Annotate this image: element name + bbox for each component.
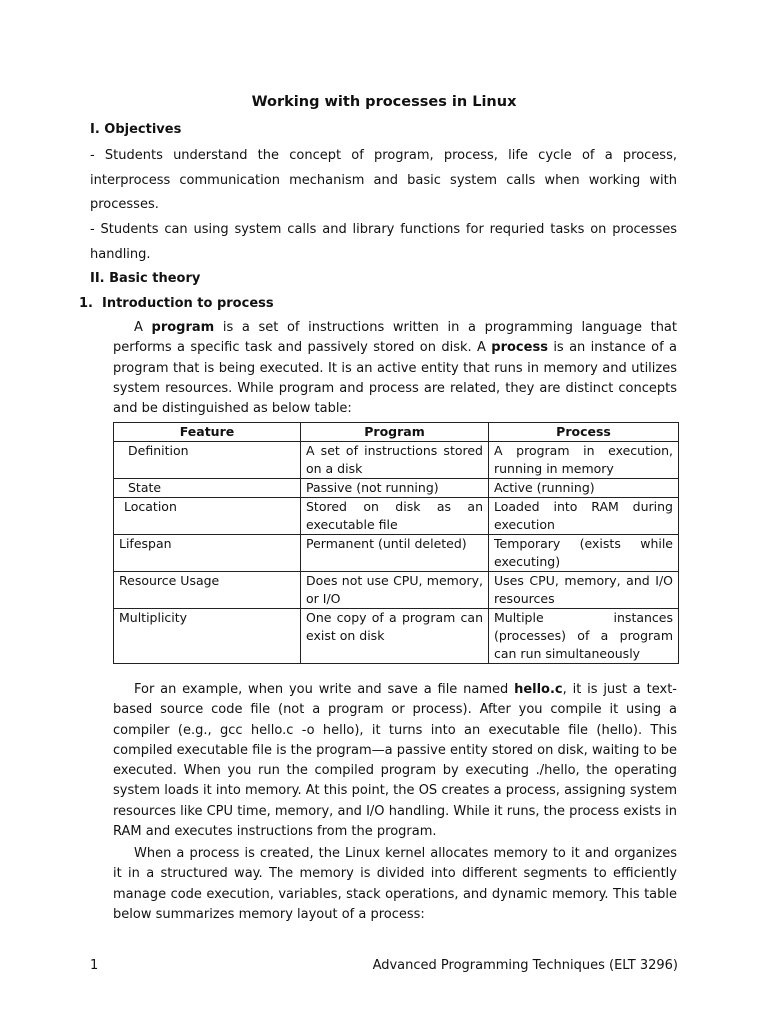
feature-cell: Lifespan: [114, 535, 301, 572]
header-cell: Process: [489, 423, 679, 442]
table-row: [114, 479, 679, 498]
feature-cell: Location: [114, 498, 301, 535]
footer-course-title: Advanced Programming Techniques (ELT 3296): [372, 958, 678, 973]
feature-cell: State: [114, 479, 301, 498]
section-1-heading: [79, 296, 274, 311]
term-program: program: [151, 320, 215, 335]
page-title: Working with processes in Linux: [251, 94, 517, 110]
example-paragraph: For an example, when you write and save a file named hello.c, it is just a text-based source code file (not a program or process). After you compile it using a compiler (e.g., gcc hello.c -o hello), it turns into an executable file (hello). This compiled executable file is the program—a passive entity stored on disk, waiting to be executed. When you run the compiled program by executing ./hello, the operating system loads it into memory. At this point, the OS creates a process, assigning system resources like CPU time, memory, and I/O handling. While it runs, the process exists in RAM and executes instructions from the program.: [113, 682, 677, 840]
table-row: [114, 535, 679, 572]
table-row: [114, 442, 679, 479]
program-cell: Stored on disk as an executable file: [301, 498, 489, 535]
table-header-row: [114, 423, 679, 442]
process-cell: Active (running): [489, 479, 679, 498]
header-cell: Feature: [114, 423, 301, 442]
program-cell: A set of instructions stored on a disk: [301, 442, 489, 479]
page-number: 1: [90, 958, 99, 973]
feature-cell: Resource Usage: [114, 572, 301, 609]
objective-item-2: - Students can using system calls and library functions for requried tasks on processes handling.: [90, 222, 677, 262]
process-cell: Loaded into RAM during execution: [489, 498, 679, 535]
intro-paragraph: A program is a set of instructions written in a programming language that performs a specific task and passively stored on disk. A process is an instance of a program that is being executed. It is an active entity that runs in memory and utilizes system resources. While program and process are related, they are distinct concepts and be distinguished as below table:: [113, 320, 678, 417]
program-cell: One copy of a program can exist on disk: [301, 609, 489, 664]
feature-cell: Definition: [114, 442, 301, 479]
process-cell: Uses CPU, memory, and I/O resources: [489, 572, 679, 609]
table-row: [114, 498, 679, 535]
basic-theory-heading: II. Basic theory: [90, 271, 201, 286]
header-cell: Program: [301, 423, 489, 442]
process-cell: A program in execution, running in memory: [489, 442, 679, 479]
term-process: process: [491, 340, 548, 356]
objective-item-1: - Students understand the concept of program, process, life cycle of a process, interprocess communication mechanism and basic system calls when working with processes.: [90, 148, 677, 213]
table-row: [114, 572, 679, 609]
process-cell: Temporary (exists while executing): [489, 535, 679, 572]
objectives-heading: I. Objectives: [90, 122, 182, 137]
program-vs-process-table: [113, 422, 679, 664]
table-row: [114, 609, 679, 664]
program-cell: Passive (not running): [301, 479, 489, 498]
filename-hello-c: hello.c: [514, 682, 563, 697]
section-number: 1.: [79, 296, 93, 311]
feature-cell: Multiplicity: [114, 609, 301, 664]
program-cell: Permanent (until deleted): [301, 535, 489, 572]
memory-layout-paragraph: When a process is created, the Linux kernel allocates memory to it and organizes it in a structured way. The memory is divided into different segments to efficiently manage code execution, variables, stack operations, and dynamic memory. This table below summarizes memory layout of a process:: [113, 846, 677, 922]
process-cell: Multiple instances (processes) of a program can run simultaneously: [489, 609, 679, 664]
program-cell: Does not use CPU, memory, or I/O: [301, 572, 489, 609]
section-title: Introduction to process: [102, 296, 274, 311]
